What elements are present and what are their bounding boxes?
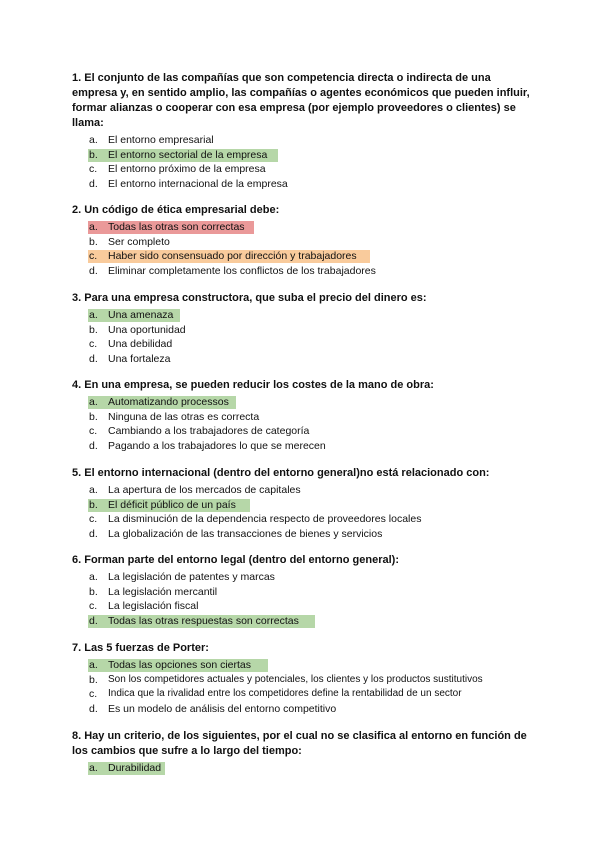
option-text: Una debilidad [108, 338, 173, 351]
options-list [72, 570, 532, 628]
option-d [72, 177, 532, 192]
option-a [72, 483, 532, 498]
option-a [72, 395, 532, 410]
option-text: El entorno próximo de la empresa [108, 163, 266, 176]
option-d [72, 614, 532, 629]
option-text: Todas las otras respuestas son correctas [108, 614, 299, 627]
option-c [72, 599, 532, 614]
option-text: Cambiando a los trabajadores de categoría [108, 425, 310, 438]
question-text: 1. El conjunto de las compañías que son competencia directa o indirecta de una empresa y, en sentido amplio, las compañías o agentes económicos que pueden influir, formar alianzas o cooperar con esa empresa (por ejemplo proveedores o clientes) se llama: [72, 72, 530, 129]
option-text: La legislación fiscal [108, 600, 199, 613]
option-b [72, 235, 532, 250]
option-text: La disminución de la dependencia respecto de proveedores locales [108, 513, 422, 526]
option-a [72, 570, 532, 585]
option-d [72, 702, 532, 717]
option-text: El entorno internacional de la empresa [108, 177, 288, 190]
option-letter: c. [89, 600, 98, 613]
option-c [72, 162, 532, 177]
option-text: Pagando a los trabajadores lo que se merecen [108, 439, 326, 452]
option-text: Ser completo [108, 235, 170, 248]
option-letter: a. [89, 134, 98, 146]
option-letter: b. [89, 410, 98, 423]
option-letter: c. [89, 250, 98, 263]
question-text: 8. Hay un criterio, de los siguientes, por el cual no se clasifica al entorno en función de los cambios que sufre a lo largo del tiempo: [72, 730, 527, 757]
option-text: La legislación mercantil [108, 585, 218, 598]
option-letter: d. [89, 177, 98, 190]
question-8 [72, 729, 532, 776]
option-text: Todas las otras son correctas [108, 221, 245, 233]
option-letter: a. [89, 221, 98, 233]
option-b [72, 410, 532, 425]
option-b [72, 673, 532, 688]
option-text: Una amenaza [108, 309, 174, 321]
options-list [72, 483, 532, 541]
option-text: La legislación de patentes y marcas [108, 571, 275, 583]
question-7 [72, 641, 532, 716]
question-1 [72, 71, 532, 191]
option-c [72, 424, 532, 439]
option-letter: c. [89, 688, 98, 701]
option-a [72, 658, 532, 673]
question-6 [72, 553, 532, 628]
option-text: La apertura de los mercados de capitales [108, 484, 301, 496]
question-text: 3. Para una empresa constructora, que suba el precio del dinero es: [72, 292, 427, 304]
option-text: Haber sido consensuado por dirección y trabajadores [108, 250, 357, 263]
option-d [72, 527, 532, 542]
option-letter: b. [89, 323, 98, 336]
options-list [72, 761, 532, 776]
option-letter: a. [89, 396, 98, 408]
option-text: Eliminar completamente los conflictos de los trabajadores [108, 264, 376, 277]
option-c [72, 512, 532, 527]
option-text: El entorno empresarial [108, 134, 214, 146]
option-letter: d. [89, 439, 98, 452]
option-letter: c. [89, 338, 98, 351]
option-text: El déficit público de un país [108, 498, 236, 511]
option-letter: a. [89, 659, 98, 671]
option-letter: b. [89, 235, 98, 248]
option-text: Automatizando processos [108, 396, 229, 408]
question-3 [72, 291, 532, 366]
option-c [72, 249, 532, 264]
option-letter: d. [89, 527, 98, 540]
question-text: 7. Las 5 fuerzas de Porter: [72, 642, 209, 654]
option-text: Durabilidad [108, 762, 162, 774]
options-list [72, 395, 532, 453]
option-text: Una fortaleza [108, 352, 171, 365]
question-2 [72, 203, 532, 278]
option-text: El entorno sectorial de la empresa [108, 148, 268, 161]
option-text: Es un modelo de análisis del entorno competitivo [108, 702, 337, 715]
question-4 [72, 378, 532, 453]
option-letter: b. [89, 673, 98, 686]
option-letter: a. [89, 309, 98, 321]
question-5 [72, 466, 532, 541]
option-text: La globalización de las transacciones de bienes y servicios [108, 527, 383, 540]
option-a [72, 220, 532, 235]
option-b [72, 585, 532, 600]
options-list [72, 658, 532, 716]
option-text: Una oportunidad [108, 323, 186, 336]
option-letter: b. [89, 498, 98, 511]
option-d [72, 352, 532, 367]
option-b [72, 323, 532, 338]
question-text: 2. Un código de ética empresarial debe: [72, 204, 280, 216]
option-letter: c. [89, 513, 98, 526]
option-a [72, 308, 532, 323]
option-c [72, 337, 532, 352]
option-text: Son los competidores actuales y potenciales, los clientes y los productos sustitutivos [108, 673, 483, 685]
option-letter: d. [89, 614, 98, 627]
option-b [72, 498, 532, 513]
option-letter: d. [89, 702, 98, 715]
option-letter: a. [89, 484, 98, 496]
question-text: 4. En una empresa, se pueden reducir los costes de la mano de obra: [72, 379, 434, 391]
question-text: 5. El entorno internacional (dentro del entorno general)no está relacionado con: [72, 467, 490, 479]
question-text: 6. Forman parte del entorno legal (dentro del entorno general): [72, 554, 399, 566]
option-d [72, 439, 532, 454]
option-letter: a. [89, 571, 98, 583]
options-list [72, 220, 532, 278]
option-text: Todas las opciones son ciertas [108, 659, 251, 671]
option-text: Ninguna de las otras es correcta [108, 410, 260, 423]
option-letter: c. [89, 163, 98, 176]
option-letter: b. [89, 585, 98, 598]
option-letter: d. [89, 264, 98, 277]
option-c [72, 687, 532, 702]
option-letter: a. [89, 762, 98, 774]
option-b [72, 148, 532, 163]
option-a [72, 133, 532, 148]
options-list [72, 133, 532, 191]
option-d [72, 264, 532, 279]
option-letter: d. [89, 352, 98, 365]
option-letter: c. [89, 425, 98, 438]
options-list [72, 308, 532, 366]
option-a [72, 761, 532, 776]
option-letter: b. [89, 148, 98, 161]
option-text: Indica que la rivalidad entre los competidores define la rentabilidad de un sector [108, 688, 462, 700]
